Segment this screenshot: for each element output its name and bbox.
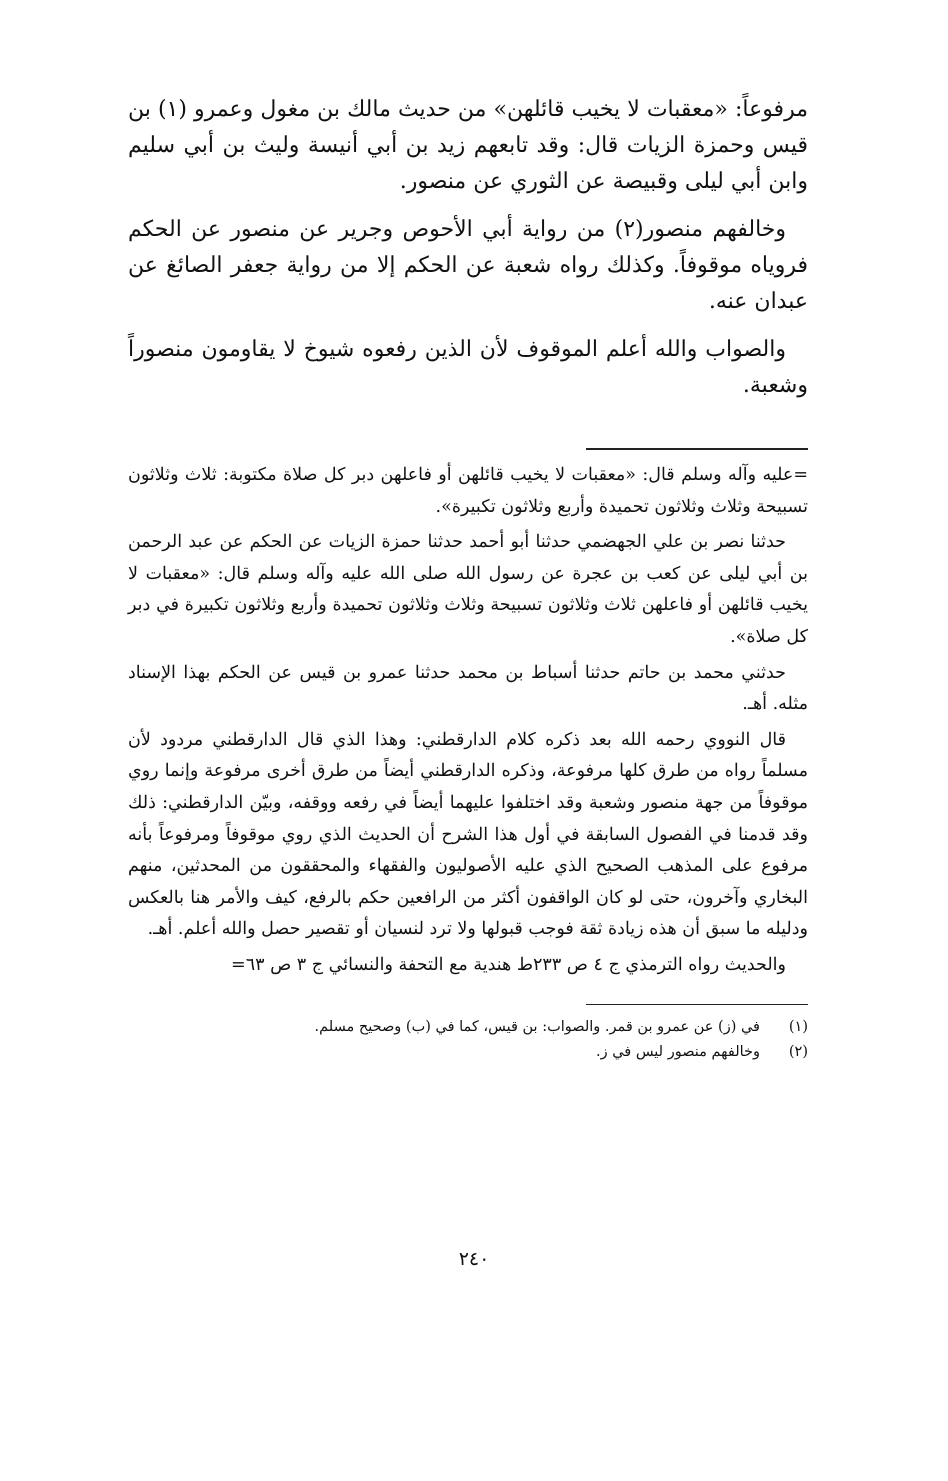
footnote-number: (٢) xyxy=(788,1043,808,1060)
page xyxy=(128,92,808,1065)
footnotes xyxy=(128,1015,808,1065)
commentary xyxy=(128,460,808,982)
footnote-number: (١) xyxy=(788,1018,808,1035)
commentary-separator xyxy=(586,448,808,450)
body-paragraph: مرفوعاً: «معقبات لا يخيب قائلهن» من حديث مالك بن مغول وعمرو (١) بن قيس وحمزة الزيات قال: وقد تابعهم زيد بن أبي أنيسة وليث بن أبي سليم وابن أبي ليلى وقبيصة عن الثوري عن منصور. xyxy=(128,97,808,194)
footnote-text: في (ز) عن عمرو بن قمر. والصواب: بن قيس، كما في (ب) وصحيح مسلم. xyxy=(314,1018,760,1035)
commentary-paragraph: والحديث رواه الترمذي ج ٤ ص ٢٣٣ط هندية مع التحفة والنسائي ج ٣ ص ٦٣= xyxy=(231,954,786,975)
body-paragraph: وخالفهم منصور(٢) من رواية أبي الأحوص وجرير عن منصور عن الحكم فروياه موقوفاً. وكذلك رواه شعبة عن الحكم إلا من رواية جعفر الصائغ عن عبدان عنه. xyxy=(128,217,808,314)
commentary-paragraph: حدثنا نصر بن علي الجهضمي حدثنا أبو أحمد حدثنا حمزة الزيات عن الحكم عن عبد الرحمن بن أبي ليلى عن كعب بن عجرة عن رسول الله صلى الله عليه وآله وسلم قال: «معقبات لا يخيب قائلهن أو فاعلهن ثلاث وثلاثون تسبيحة وثلاث وثلاثون تحميدة وأربع وثلاثون تكبيرة في دبر كل صلاة». xyxy=(128,532,808,647)
commentary-paragraph: حدثني محمد بن حاتم حدثنا أسباط بن محمد حدثنا عمرو بن قيس عن الحكم بهذا الإسناد مثله. أهـ. xyxy=(128,662,808,715)
main-text xyxy=(128,92,808,404)
commentary-paragraph: قال النووي رحمه الله بعد ذكره كلام الدارقطني: وهذا الذي قال الدارقطني مردود لأن مسلماً رواه من طرق كلها مرفوعة، وذكره الدارقطني أيضاً من طرق أخرى مرفوعة وإنما روي موقوفاً من جهة منصور وشعبة وقد اختلفوا عليهما أيضاً في رفعه ووقفه، وبيّن الدارقطني: ذلك وقد قدمنا في الفصول السابقة في أول هذا الشرح أن الحديث الذي روي موقوفاً ومرفوعاً بأنه مرفوع على المذهب الصحيح الذي عليه الأصوليون والفقهاء والمحققون من المحدثين، منهم البخاري وآخرون، حتى لو كان الواقفون أكثر من الرافعين حكم بالرفع، كيف والأمر هنا بالعكس ودليله ما سبق أن هذه زيادة ثقة فوجب قبولها ولا ترد لنسيان أو تقصير حصل والله أعلم. أهـ. xyxy=(128,729,808,940)
footnote-separator xyxy=(586,1004,808,1005)
footnote xyxy=(128,1015,808,1040)
body-paragraph: والصواب والله أعلم الموقوف لأن الذين رفعوه شيوخ لا يقاومون منصوراً وشعبة. xyxy=(128,337,808,398)
page-number: ٢٤٠ xyxy=(458,1248,490,1270)
commentary-paragraph: =عليه وآله وسلم قال: «معقبات لا يخيب قائلهن أو فاعلهن دبر كل صلاة مكتوبة: ثلاث وثلاثون تسبيحة وثلاث وثلاثون تحميدة وأربع وثلاثون تكبيرة». xyxy=(128,465,808,517)
footnote xyxy=(128,1040,808,1065)
footnote-text: وخالفهم منصور ليس في ز. xyxy=(595,1043,760,1060)
